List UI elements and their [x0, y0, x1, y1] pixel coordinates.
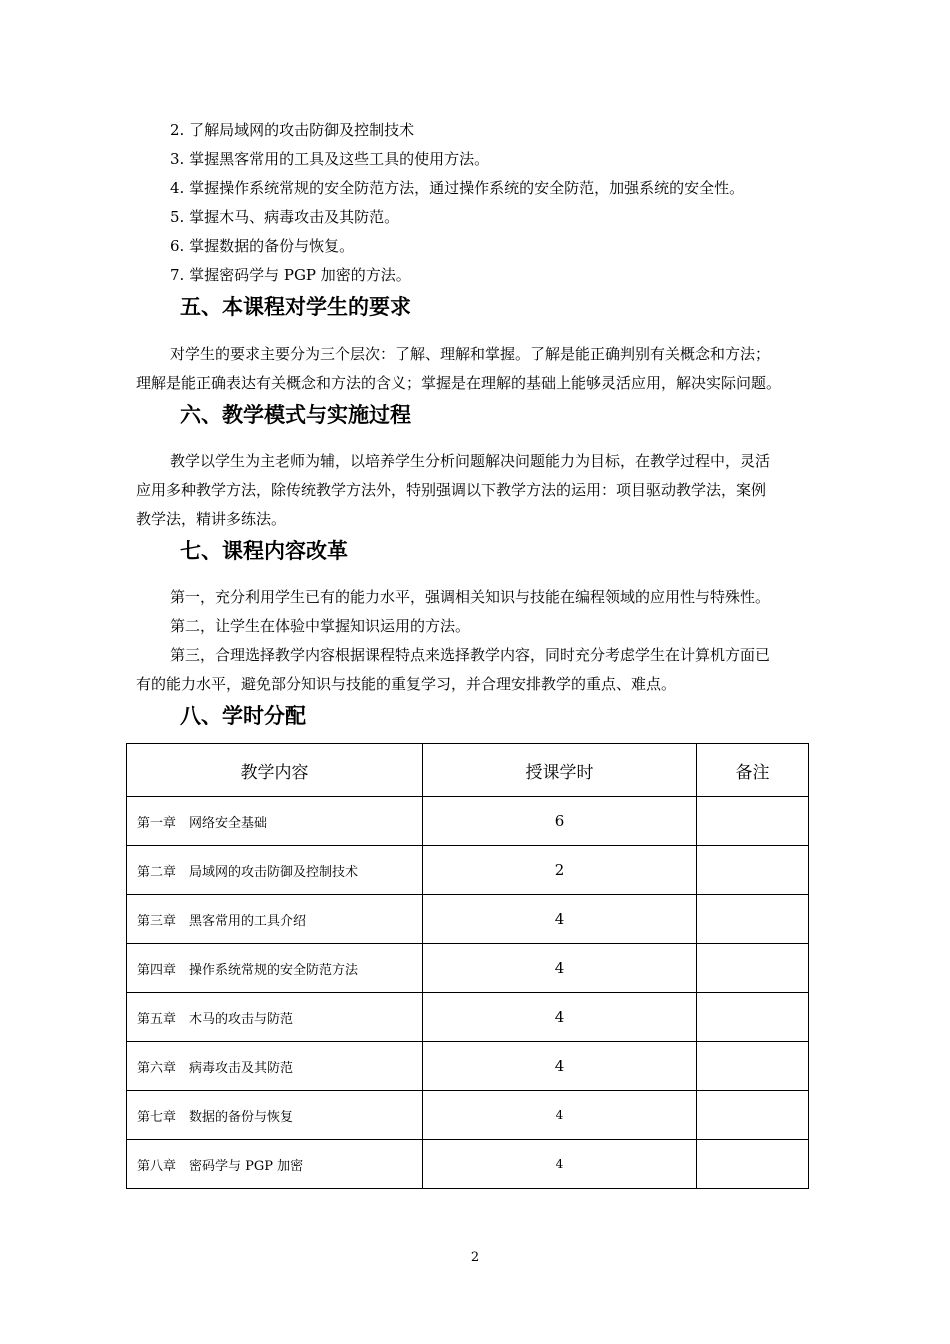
table-header-row [127, 744, 809, 797]
table-row [127, 846, 809, 895]
objective-item: 2. 了解局域网的攻击防御及控制技术 [170, 121, 415, 139]
chapter-cell: 第二章 局域网的攻击防御及控制技术 [127, 846, 423, 895]
note-cell [697, 846, 809, 895]
section-heading: 八、学时分配 [180, 704, 306, 728]
hours-cell: 4 [423, 1140, 697, 1189]
hours-cell: 4 [423, 895, 697, 944]
hours-cell: 4 [423, 1091, 697, 1140]
paragraph-line: 教学法，精讲多练法。 [136, 510, 287, 528]
note-cell [697, 1140, 809, 1189]
column-header: 备注 [697, 744, 809, 797]
table-row [127, 944, 809, 993]
hours-table [126, 743, 809, 1189]
page-number: 2 [470, 1250, 480, 1265]
objective-item: 4. 掌握操作系统常规的安全防范方法，通过操作系统的安全防范，加强系统的安全性。 [170, 179, 745, 197]
table-row [127, 797, 809, 846]
paragraph-line: 第一，充分利用学生已有的能力水平，强调相关知识与技能在编程领域的应用性与特殊性。 [170, 588, 771, 606]
paragraph-line: 有的能力水平，避免部分知识与技能的重复学习，并合理安排教学的重点、难点。 [136, 675, 677, 693]
paragraph-line: 第三，合理选择教学内容根据课程特点来选择教学内容，同时充分考虑学生在计算机方面已 [170, 646, 771, 664]
section-heading: 六、教学模式与实施过程 [180, 403, 411, 427]
note-cell [697, 993, 809, 1042]
chapter-cell: 第七章 数据的备份与恢复 [127, 1091, 423, 1140]
paragraph-line: 理解是能正确表达有关概念和方法的含义；掌握是在理解的基础上能够灵活应用，解决实际问题。 [136, 374, 782, 392]
table-row [127, 1091, 809, 1140]
column-header: 教学内容 [127, 744, 423, 797]
note-cell [697, 944, 809, 993]
chapter-cell: 第五章 木马的攻击与防范 [127, 993, 423, 1042]
objective-item: 5. 掌握木马、病毒攻击及其防范。 [170, 208, 400, 226]
chapter-cell: 第六章 病毒攻击及其防范 [127, 1042, 423, 1091]
objective-item: 3. 掌握黑客常用的工具及这些工具的使用方法。 [170, 150, 490, 168]
note-cell [697, 1091, 809, 1140]
note-cell [697, 895, 809, 944]
chapter-cell: 第八章 密码学与 PGP 加密 [127, 1140, 423, 1189]
table-row [127, 1042, 809, 1091]
table-row [127, 895, 809, 944]
section-heading: 七、课程内容改革 [180, 539, 348, 563]
note-cell [697, 1042, 809, 1091]
chapter-cell: 第四章 操作系统常规的安全防范方法 [127, 944, 423, 993]
objective-item: 7. 掌握密码学与 PGP 加密的方法。 [170, 266, 411, 284]
section-heading: 五、本课程对学生的要求 [180, 295, 411, 319]
hours-cell: 4 [423, 993, 697, 1042]
chapter-cell: 第三章 黑客常用的工具介绍 [127, 895, 423, 944]
note-cell [697, 797, 809, 846]
paragraph-line: 应用多种教学方法，除传统教学方法外，特别强调以下教学方法的运用：项目驱动教学法，案例 [136, 481, 767, 499]
hours-cell: 4 [423, 944, 697, 993]
paragraph-line: 对学生的要求主要分为三个层次：了解、理解和掌握。了解是能正确判别有关概念和方法； [170, 345, 771, 363]
paragraph-line: 教学以学生为主老师为辅，以培养学生分析问题解决问题能力为目标，在教学过程中，灵活 [170, 452, 771, 470]
hours-cell: 4 [423, 1042, 697, 1091]
hours-cell: 6 [423, 797, 697, 846]
paragraph-line: 第二，让学生在体验中掌握知识运用的方法。 [170, 617, 471, 635]
hours-cell: 2 [423, 846, 697, 895]
column-header: 授课学时 [423, 744, 697, 797]
table-row [127, 993, 809, 1042]
table-row [127, 1140, 809, 1189]
objective-item: 6. 掌握数据的备份与恢复。 [170, 237, 355, 255]
chapter-cell: 第一章 网络安全基础 [127, 797, 423, 846]
